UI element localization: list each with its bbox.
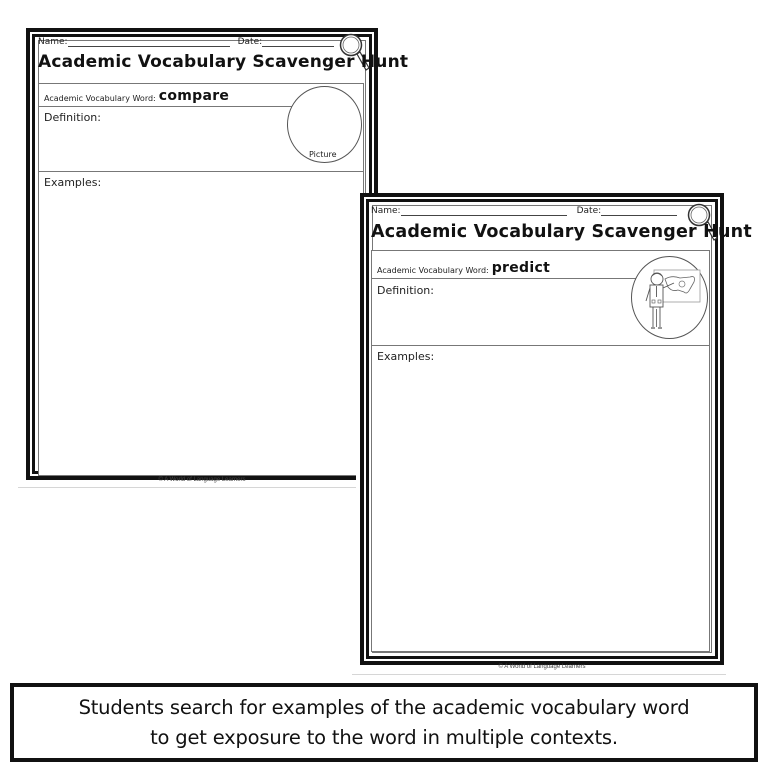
name-label: Name: bbox=[371, 206, 401, 216]
vocabulary-card bbox=[38, 83, 364, 476]
picture-label: Picture bbox=[309, 150, 337, 159]
vocabulary-card bbox=[371, 250, 710, 652]
name-label: Name: bbox=[38, 37, 68, 47]
name-date-row bbox=[38, 37, 334, 47]
caption-line-1: Students search for examples of the academic vocabulary word bbox=[78, 695, 690, 719]
caption-box bbox=[10, 683, 758, 762]
definition-label: Definition: bbox=[44, 111, 101, 124]
examples-label: Examples: bbox=[377, 350, 435, 363]
name-blank[interactable] bbox=[68, 38, 230, 47]
worksheet-compare bbox=[26, 28, 409, 483]
date-blank[interactable] bbox=[262, 38, 334, 47]
word-label: Academic Vocabulary Word: bbox=[44, 94, 156, 103]
date-blank[interactable] bbox=[601, 207, 677, 216]
worksheet-title: Academic Vocabulary Scavenger Hunt bbox=[371, 222, 752, 242]
definition-divider bbox=[372, 345, 709, 346]
picture-circle[interactable] bbox=[631, 256, 708, 339]
name-date-row bbox=[371, 206, 677, 216]
definition-label: Definition: bbox=[377, 284, 434, 297]
caption-line-2: to get exposure to the word in multiple contexts. bbox=[150, 725, 618, 749]
worksheet-predict bbox=[360, 193, 752, 670]
word-row bbox=[372, 251, 640, 279]
worksheet-title: Academic Vocabulary Scavenger Hunt bbox=[38, 52, 409, 72]
examples-label: Examples: bbox=[44, 176, 102, 189]
date-label: Date: bbox=[576, 206, 602, 216]
footer-rule bbox=[18, 487, 386, 488]
name-blank[interactable] bbox=[401, 207, 567, 216]
copyright-text: © A World of Language Learners bbox=[498, 664, 586, 670]
vocabulary-word: predict bbox=[491, 260, 551, 276]
word-row bbox=[39, 84, 309, 107]
word-label: Academic Vocabulary Word: bbox=[377, 266, 489, 275]
weather-forecaster-illustration bbox=[632, 257, 709, 340]
footer-rule bbox=[352, 674, 726, 675]
vocabulary-word: compare bbox=[158, 88, 230, 104]
date-label: Date: bbox=[237, 37, 263, 47]
copyright-text: © A World of Language Learners bbox=[158, 477, 246, 483]
definition-divider bbox=[39, 171, 363, 172]
